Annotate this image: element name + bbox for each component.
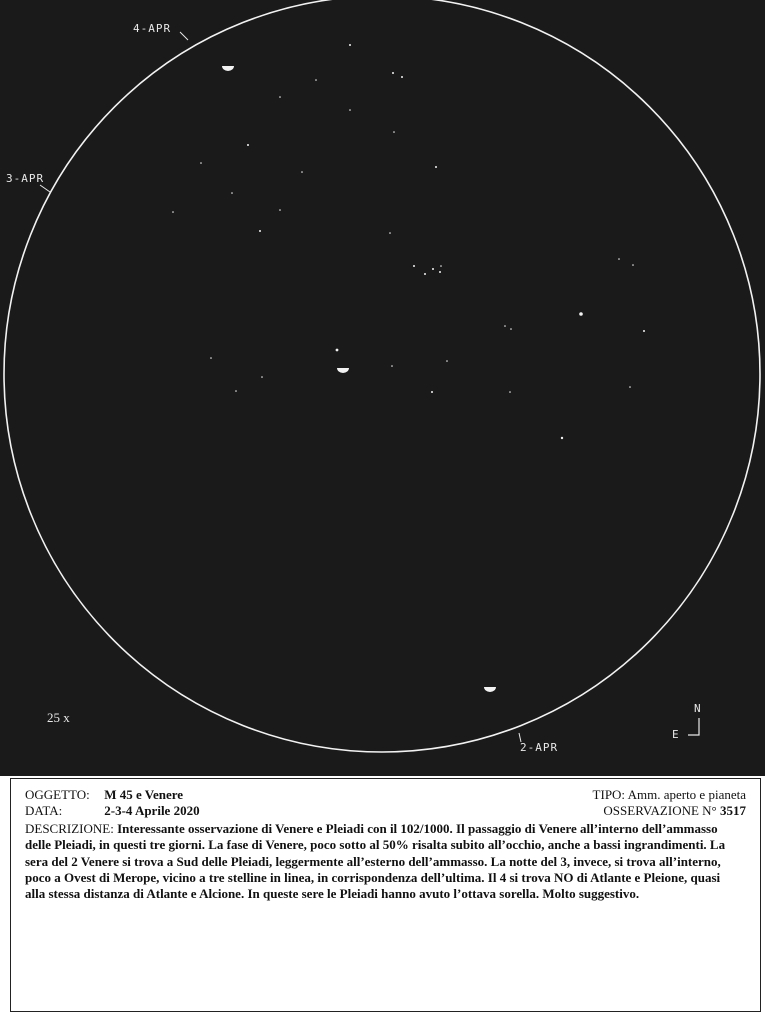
star (446, 360, 448, 362)
star (247, 144, 249, 146)
star (200, 162, 202, 164)
star (401, 76, 403, 78)
star (210, 357, 212, 359)
star (172, 211, 174, 213)
tipo-value: Amm. aperto e pianeta (627, 787, 746, 802)
star (561, 437, 563, 439)
data-label: DATA: (25, 803, 63, 818)
descrizione-text: Interessante osservazione di Venere e Pleiadi con il 102/1000. Il passaggio di Venere all’interno dell’ammasso delle Pleiadi, in questi tre giorni. La fase di Venere, poco sotto al 50% risalta subito all’occhio, anche a bassi ingrandimenti. La sera del 2 Venere si trova a Sud delle Pleiadi, leggermente all’esterno dell’ammasso. La notte del 3, invece, si trova all’interno, poco a Ovest di Merope, vicino a tre stelline in linea, in corrispondenza dell’ultima. Il 4 si trova NO di Atlante e Pleione, quasi alla stessa distanza di Atlante e Alcione. In queste sere le Pleiadi hanno avuto l’ottava sorella. Molto suggestivo. (25, 821, 726, 902)
star (629, 386, 631, 388)
star (579, 312, 583, 316)
star (259, 230, 261, 232)
oggetto-label: OGGETTO: (25, 787, 90, 802)
star (435, 166, 437, 168)
osservazione-label: OSSERVAZIONE N° (603, 803, 717, 818)
star (413, 265, 415, 267)
star (336, 349, 339, 352)
label-4apr: 4-APR (133, 22, 172, 35)
star (393, 131, 395, 133)
star (349, 44, 351, 46)
descrizione-label: DESCRIZIONE: (25, 821, 114, 836)
star (315, 79, 317, 81)
star (261, 376, 263, 378)
data-value: 2-3-4 Aprile 2020 (104, 803, 200, 818)
star (618, 258, 620, 260)
star (301, 171, 303, 173)
star (391, 365, 393, 367)
star (439, 271, 441, 273)
leader-line-4apr (180, 32, 188, 40)
stars (172, 44, 645, 439)
data-row (25, 803, 746, 819)
venus-3apr (337, 368, 349, 373)
compass-arrows (688, 718, 699, 735)
star (349, 109, 351, 111)
star (279, 209, 281, 211)
star (440, 265, 442, 267)
magnification-label: 25 x (47, 710, 70, 725)
tipo-field (593, 787, 746, 803)
star (389, 232, 391, 234)
venus-2apr (484, 687, 496, 692)
observation-card (10, 778, 761, 1012)
label-3apr: 3-APR (6, 172, 45, 185)
star (432, 268, 434, 270)
osservazione-value: 3517 (720, 803, 746, 818)
star (504, 325, 506, 327)
field-of-view-circle (4, 0, 760, 752)
venus-4apr (222, 66, 234, 71)
label-2apr: 2-APR (520, 741, 559, 754)
star (632, 264, 634, 266)
star (279, 96, 281, 98)
star (231, 192, 233, 194)
star (392, 72, 394, 74)
osservazione-field (603, 803, 746, 819)
star (509, 391, 511, 393)
star (643, 330, 645, 332)
leader-line-3apr (40, 185, 50, 192)
compass-north: N (694, 702, 702, 715)
oggetto-value: M 45 e Venere (104, 787, 184, 802)
star (510, 328, 512, 330)
star (235, 390, 237, 392)
oggetto-row (25, 787, 746, 803)
tipo-label: TIPO: (592, 787, 626, 802)
star (424, 273, 426, 275)
descrizione-block (25, 821, 742, 902)
star (431, 391, 433, 393)
compass-east: E (672, 728, 680, 741)
